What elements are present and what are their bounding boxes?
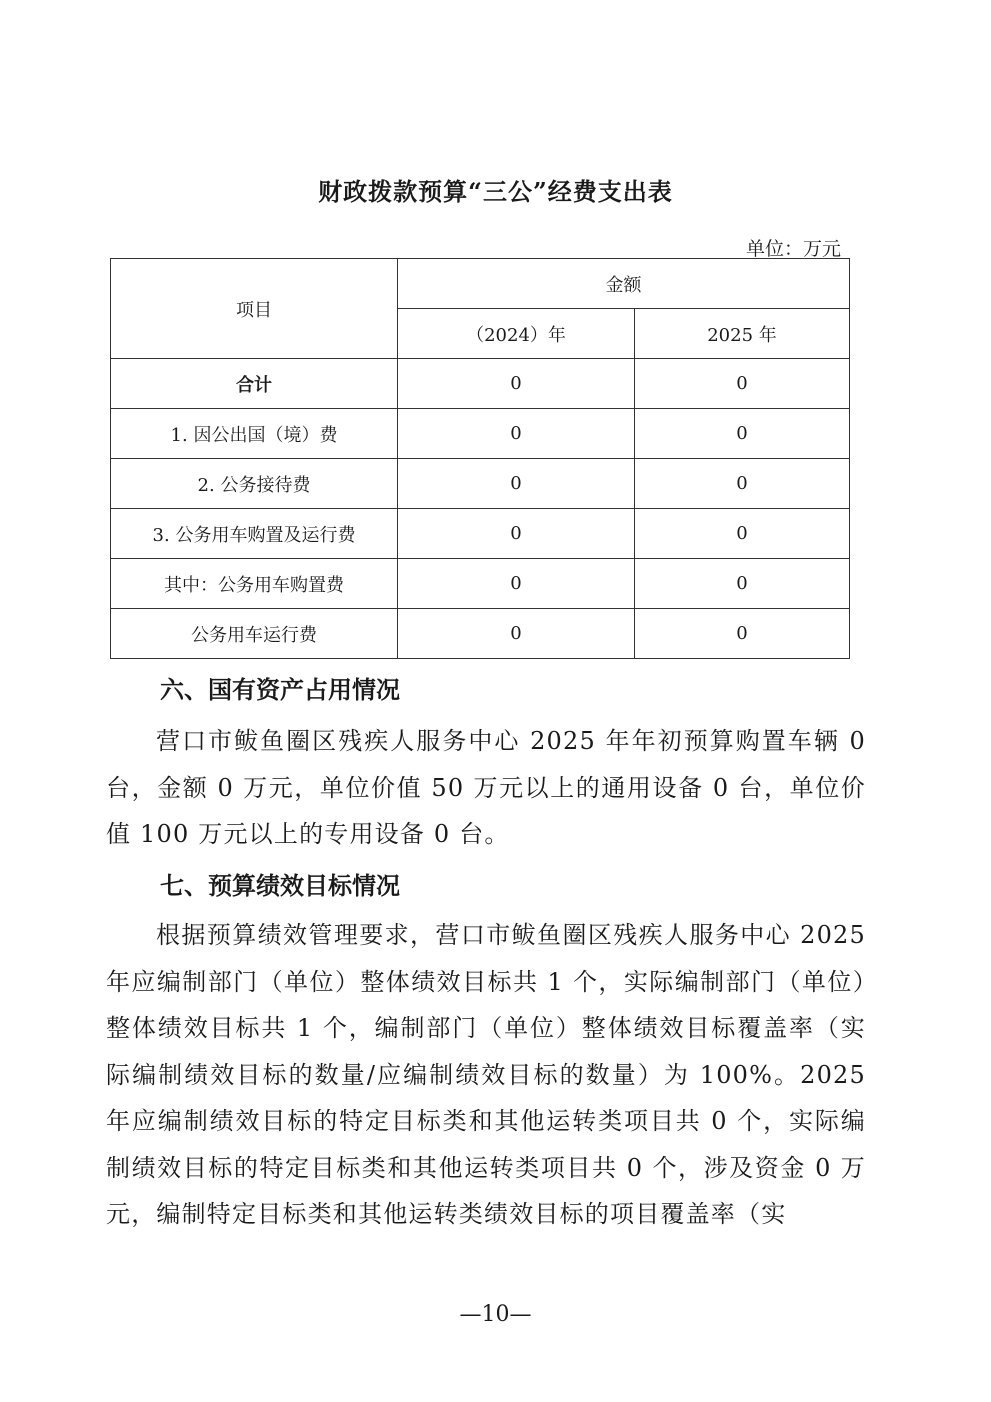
header-year-2025: 2025 年 <box>635 309 850 359</box>
table-row <box>111 609 850 659</box>
header-year-2024: （2024）年 <box>398 309 635 359</box>
row-value-2024: 0 <box>398 409 635 459</box>
row-value-2024: 0 <box>398 509 635 559</box>
row-item: 2. 公务接待费 <box>111 459 398 509</box>
three-public-expense-table <box>110 258 850 659</box>
section-7-heading: 七、预算绩效目标情况 <box>160 871 400 900</box>
row-item: 其中：公务用车购置费 <box>111 559 398 609</box>
table-header-row <box>111 259 850 309</box>
row-item: 公务用车运行费 <box>111 609 398 659</box>
header-amount: 金额 <box>398 259 850 309</box>
header-item: 项目 <box>111 259 398 359</box>
table-title: 财政拨款预算“三公”经费支出表 <box>318 177 673 206</box>
row-item: 合计 <box>111 359 398 409</box>
row-value-2025: 0 <box>635 609 850 659</box>
row-value-2024: 0 <box>398 609 635 659</box>
section-6-heading: 六、国有资产占用情况 <box>160 675 400 704</box>
table-row <box>111 559 850 609</box>
row-value-2025: 0 <box>635 509 850 559</box>
row-item: 1. 因公出国（境）费 <box>111 409 398 459</box>
unit-label: 单位：万元 <box>745 238 841 260</box>
table-row <box>111 409 850 459</box>
section-6-paragraph: 营口市鲅鱼圈区残疾人服务中心 2025 年年初预算购置车辆 0 台，金额 0 万元，单位价值 50 万元以上的通用设备 0 台，单位价值 100 万元以上的专用设备 0 台。 <box>106 727 866 848</box>
section-7-paragraph: 根据预算绩效管理要求，营口市鲅鱼圈区残疾人服务中心 2025 年应编制部门（单位）整体绩效目标共 1 个，实际编制部门（单位）整体绩效目标共 1 个，编制部门（单位）整体绩效目标覆盖率（实际编制绩效目标的数量/应编制绩效目标的数量）为 100%。2025 年应编制绩效目标的特定目标类和其他运转类项目共 0 个，实际编制绩效目标的特定目标类和其他运转类项目共 0 个，涉及资金 0 万元，编制特定目标类和其他运转类绩效目标的项目覆盖率（实 <box>106 921 866 1228</box>
row-value-2024: 0 <box>398 559 635 609</box>
row-value-2025: 0 <box>635 559 850 609</box>
row-value-2024: 0 <box>398 459 635 509</box>
table-row <box>111 509 850 559</box>
table-row <box>111 359 850 409</box>
table-row <box>111 459 850 509</box>
row-value-2024: 0 <box>398 359 635 409</box>
row-item: 3. 公务用车购置及运行费 <box>111 509 398 559</box>
row-value-2025: 0 <box>635 359 850 409</box>
row-value-2025: 0 <box>635 409 850 459</box>
row-value-2025: 0 <box>635 459 850 509</box>
page-number: —10— <box>459 1302 532 1327</box>
